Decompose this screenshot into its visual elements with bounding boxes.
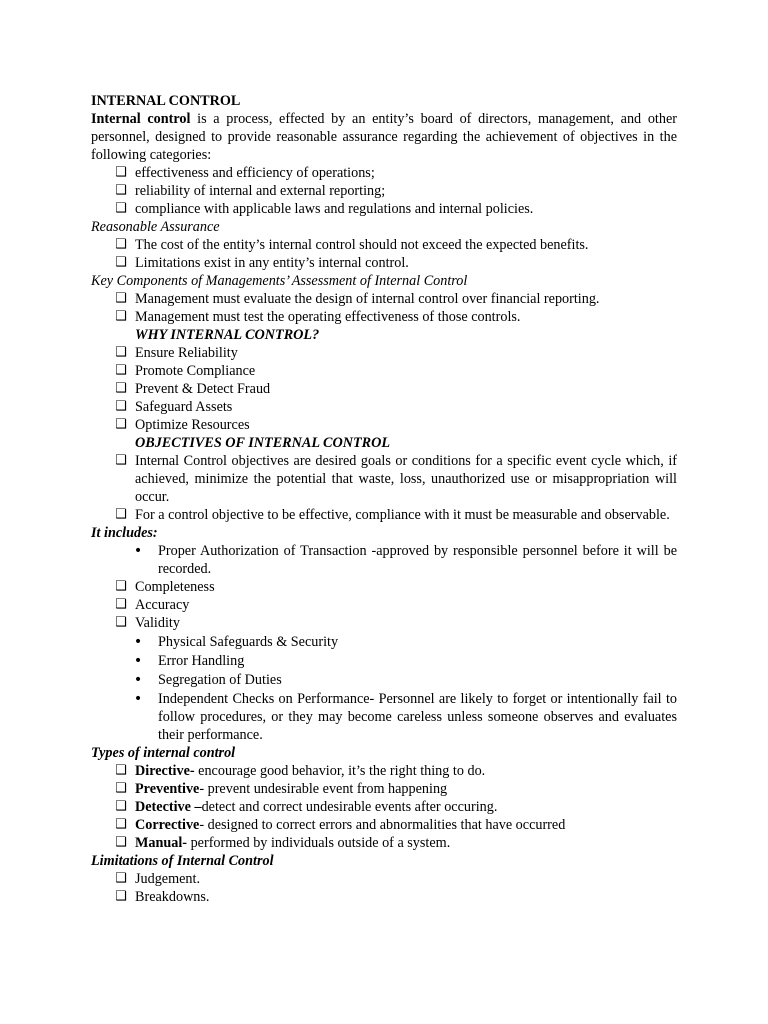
list-item: ❑ The cost of the entity’s internal control should not exceed the expected benefits. xyxy=(91,236,677,254)
checkbox-icon: ❑ xyxy=(115,237,127,252)
checkbox-icon: ❑ xyxy=(115,309,127,324)
list-item: ❑ For a control objective to be effective, compliance with it must be measurable and observable. xyxy=(91,506,677,524)
checkbox-icon: ❑ xyxy=(115,763,127,778)
list-item: ❑ Safeguard Assets xyxy=(91,398,677,416)
intro-paragraph xyxy=(91,110,677,164)
checkbox-icon: ❑ xyxy=(115,615,127,630)
checkbox-icon: ❑ xyxy=(115,363,127,378)
intro-term: Internal control xyxy=(91,111,191,127)
checkbox-icon: ❑ xyxy=(115,183,127,198)
list-item: ❑ reliability of internal and external reporting; xyxy=(91,182,677,200)
list-item: ❑ Preventive- prevent undesirable event from happening xyxy=(91,780,677,798)
section-heading: Key Components of Managements’ Assessment of Internal Control xyxy=(91,273,468,289)
checkbox-icon: ❑ xyxy=(115,507,127,522)
list-item: • Physical Safeguards & Security xyxy=(91,633,677,651)
list-item: ❑ Directive- encourage good behavior, it’s the right thing to do. xyxy=(91,762,677,780)
checkbox-icon: ❑ xyxy=(115,579,127,594)
bullet-icon: • xyxy=(133,653,143,669)
checkbox-icon: ❑ xyxy=(115,417,127,432)
checkbox-icon: ❑ xyxy=(115,399,127,414)
checkbox-icon: ❑ xyxy=(115,291,127,306)
list-item: ❑ effectiveness and efficiency of operations; xyxy=(91,164,677,182)
list-item: ❑ Judgement. xyxy=(91,870,677,888)
page-title: INTERNAL CONTROL xyxy=(91,93,241,109)
list-item: ❑ Management must test the operating effectiveness of those controls. xyxy=(91,308,677,326)
list-item: ❑ Breakdowns. xyxy=(91,888,677,906)
bullet-icon: • xyxy=(133,543,143,559)
document-page xyxy=(91,92,677,906)
list-item: ❑ Detective –detect and correct undesirable events after occuring. xyxy=(91,798,677,816)
bullet-icon: • xyxy=(133,672,143,688)
list-item: ❑ Management must evaluate the design of internal control over financial reporting. xyxy=(91,290,677,308)
list-item: ❑ Optimize Resources xyxy=(91,416,677,434)
section-heading: OBJECTIVES OF INTERNAL CONTROL xyxy=(135,435,391,451)
list-item: ❑ Promote Compliance xyxy=(91,362,677,380)
checkbox-icon: ❑ xyxy=(115,201,127,216)
bullet-icon: • xyxy=(133,634,143,650)
list-item: ❑ Limitations exist in any entity’s internal control. xyxy=(91,254,677,272)
list-item: ❑ compliance with applicable laws and regulations and internal policies. xyxy=(91,200,677,218)
list-item: ❑ Validity xyxy=(91,614,677,632)
checkbox-icon: ❑ xyxy=(115,799,127,814)
checkbox-icon: ❑ xyxy=(115,453,127,468)
section-heading: Types of internal control xyxy=(91,745,236,761)
checkbox-icon: ❑ xyxy=(115,889,127,904)
checkbox-icon: ❑ xyxy=(115,835,127,850)
list-item: ❑ Manual- performed by individuals outside of a system. xyxy=(91,834,677,852)
list-item: • Error Handling xyxy=(91,652,677,670)
checkbox-icon: ❑ xyxy=(115,165,127,180)
checkbox-icon: ❑ xyxy=(115,597,127,612)
section-heading: Reasonable Assurance xyxy=(91,219,220,235)
list-item: ❑ Accuracy xyxy=(91,596,677,614)
bullet-icon: • xyxy=(133,691,143,707)
intro-text: is a process, effected by an entity’s board of directors, management, and other personnel, designed to provide reasonable assurance regarding the achievement of objectives in the following categories: xyxy=(91,111,677,163)
checkbox-icon: ❑ xyxy=(115,817,127,832)
checkbox-icon: ❑ xyxy=(115,871,127,886)
section-heading: It includes: xyxy=(91,525,158,541)
checkbox-icon: ❑ xyxy=(115,255,127,270)
checkbox-icon: ❑ xyxy=(115,381,127,396)
list-item: • Proper Authorization of Transaction -approved by responsible personnel before it will be recorded. xyxy=(91,542,677,578)
list-item: ❑ Ensure Reliability xyxy=(91,344,677,362)
section-heading: Limitations of Internal Control xyxy=(91,853,274,869)
list-item: • Segregation of Duties xyxy=(91,671,677,689)
list-item: ❑ Internal Control objectives are desired goals or conditions for a specific event cycle which, if achieved, minimize the potential that waste, loss, unauthorized use or misappropriation will occur. xyxy=(91,452,677,506)
list-item: ❑ Completeness xyxy=(91,578,677,596)
checkbox-icon: ❑ xyxy=(115,345,127,360)
list-item: ❑ Prevent & Detect Fraud xyxy=(91,380,677,398)
list-item: ❑ Corrective- designed to correct errors and abnormalities that have occurred xyxy=(91,816,677,834)
checkbox-icon: ❑ xyxy=(115,781,127,796)
section-heading: WHY INTERNAL CONTROL? xyxy=(135,327,320,343)
list-item: • Independent Checks on Performance- Personnel are likely to forget or intentionally fail to follow procedures, or they may become careless unless someone observes and evaluates their performance. xyxy=(91,690,677,744)
